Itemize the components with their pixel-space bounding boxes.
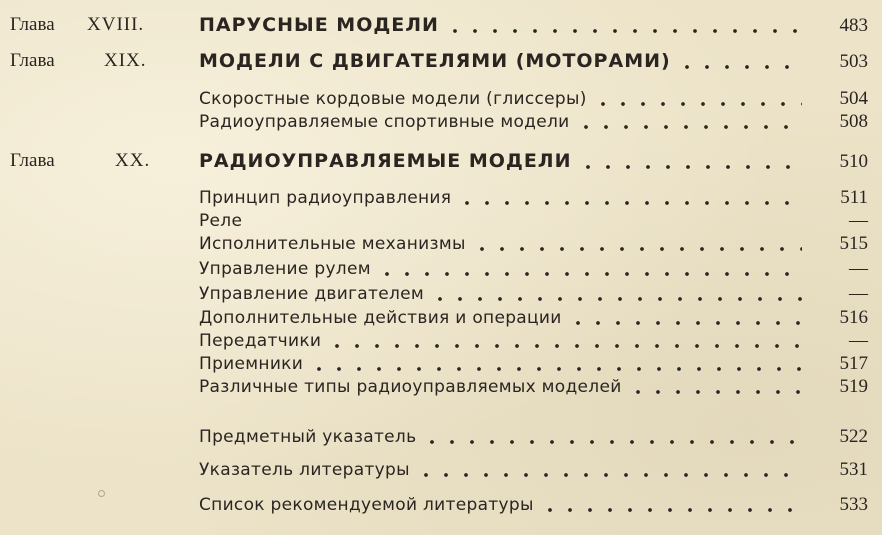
back-matter-title: Список рекомендуемой литературы — [199, 495, 534, 515]
section-title: Дополнительные действия и операции — [199, 308, 562, 328]
section-title: Передатчики — [199, 331, 322, 351]
chapter-title-line — [199, 12, 882, 39]
page-number: — — [849, 258, 868, 279]
page-number: 516 — [839, 307, 868, 328]
chapter-title: РАДИОУПРАВЛЯЕМЫЕ МОДЕЛИ — [199, 150, 572, 172]
page-number: 531 — [839, 459, 868, 480]
section-line — [199, 374, 882, 400]
back-matter-row — [0, 457, 882, 483]
dot-leader — [472, 247, 802, 251]
chapter-number: XVIII. — [87, 14, 145, 35]
dot-leader — [327, 344, 802, 348]
dot-leader — [248, 224, 802, 228]
dot-leader — [568, 321, 802, 325]
chapter-title-line — [199, 148, 882, 175]
dot-leader — [677, 65, 802, 69]
section-row — [0, 374, 882, 400]
section-row — [0, 109, 882, 135]
section-title: Приемники — [199, 354, 304, 374]
page-number: 504 — [839, 88, 868, 109]
section-line — [199, 281, 882, 307]
chapter-number: XX. — [115, 150, 151, 171]
chapter-title: ПАРУСНЫЕ МОДЕЛИ — [199, 14, 439, 36]
section-row — [0, 231, 882, 257]
back-matter-row — [0, 424, 882, 450]
page-number: 483 — [839, 15, 868, 36]
back-matter-row — [0, 492, 882, 518]
section-title: Исполнительные механизмы — [199, 234, 466, 254]
dot-leader — [445, 29, 802, 33]
dot-leader — [576, 125, 802, 129]
chapter-label: Глава — [10, 150, 55, 171]
section-title: Управление двигателем — [199, 284, 425, 304]
dot-leader — [578, 165, 803, 169]
section-line — [199, 256, 882, 282]
page-number: 503 — [839, 51, 868, 72]
back-matter-line — [199, 492, 882, 518]
dot-leader — [430, 297, 802, 301]
dot-leader — [593, 102, 802, 106]
dot-leader — [457, 201, 802, 205]
section-title: Принцип радиоуправления — [199, 188, 452, 208]
chapter-number: XIX. — [104, 50, 147, 71]
page-number: — — [849, 330, 868, 351]
dot-leader — [628, 390, 802, 394]
page-number: 519 — [839, 376, 868, 397]
chapter-title: МОДЕЛИ С ДВИГАТЕЛЯМИ (МОТОРАМИ) — [199, 50, 671, 72]
chapter-title-line — [199, 48, 882, 75]
dot-leader — [309, 367, 802, 371]
section-title: Различные типы радиоуправляемых моделей — [199, 377, 622, 397]
chapter-label: Глава — [10, 50, 55, 71]
dot-leader — [422, 440, 802, 444]
page-number: 522 — [839, 426, 868, 447]
page-number: — — [849, 283, 868, 304]
back-matter-title: Предметный указатель — [199, 427, 417, 447]
section-title: Радиоуправляемые спортивные модели — [199, 112, 570, 132]
page-number: 508 — [839, 111, 868, 132]
dot-leader — [377, 272, 802, 276]
chapter-row — [0, 148, 882, 174]
back-matter-title: Указатель литературы — [199, 460, 410, 480]
section-row — [0, 281, 882, 307]
section-line — [199, 109, 882, 135]
dot-leader — [416, 473, 802, 477]
paper-stain-mark — [98, 490, 105, 497]
section-row — [0, 256, 882, 282]
section-title: Скоростные кордовые модели (глиссеры) — [199, 89, 587, 109]
section-title: Реле — [199, 211, 243, 231]
page-number: 511 — [840, 187, 868, 208]
page-number: 510 — [839, 151, 868, 172]
section-line — [199, 231, 882, 257]
back-matter-line — [199, 424, 882, 450]
section-title: Управление рулем — [199, 259, 371, 279]
page-number: 517 — [839, 353, 868, 374]
page-number: — — [849, 210, 868, 231]
chapter-label: Глава — [10, 14, 55, 35]
back-matter-line — [199, 457, 882, 483]
dot-leader — [540, 508, 802, 512]
chapter-row — [0, 12, 882, 38]
page-number: 515 — [839, 233, 868, 254]
page-number: 533 — [839, 494, 868, 515]
chapter-row — [0, 48, 882, 74]
